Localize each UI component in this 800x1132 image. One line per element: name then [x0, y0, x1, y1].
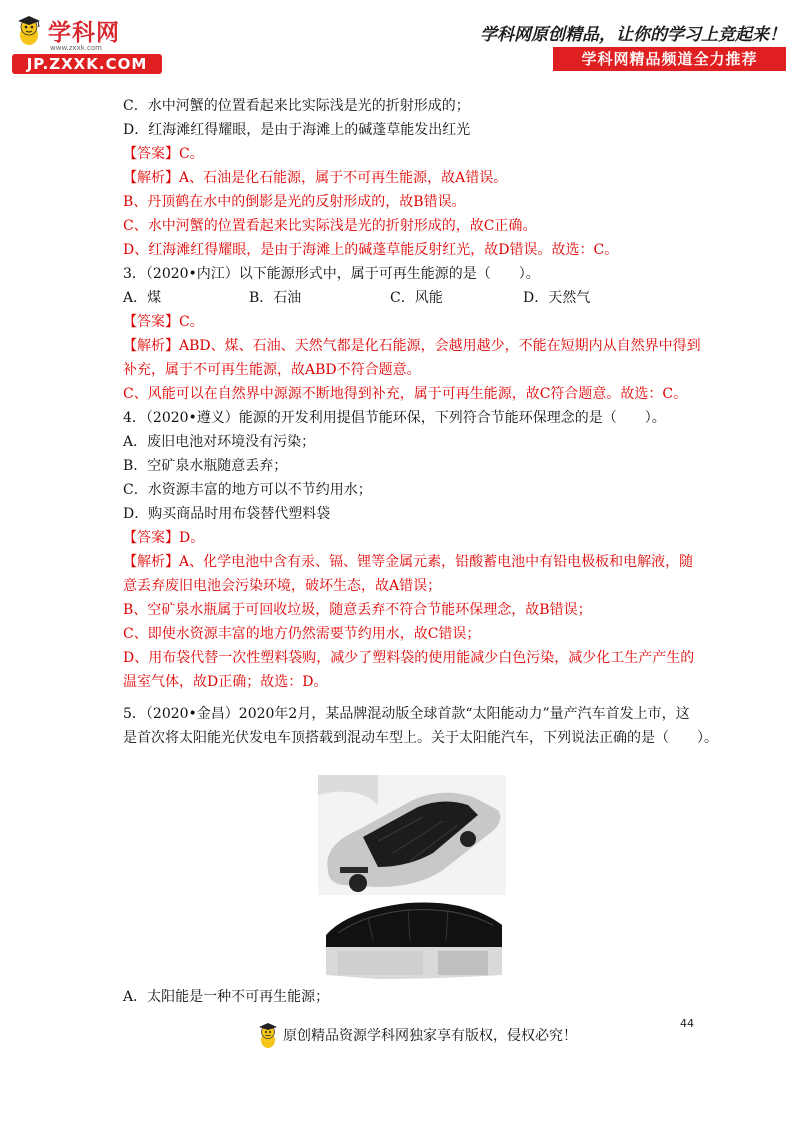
text-line: D．红海滩红得耀眼，是由于海滩上的碱蓬草能发出红光 — [123, 122, 471, 138]
page-footer — [257, 1020, 577, 1050]
analysis-line: C、即使水资源丰富的地方仍然需要节约用水，故C错误； — [123, 626, 481, 642]
page-number: 44 — [680, 1017, 694, 1030]
logo-url: JP.ZXXK.COM — [12, 54, 162, 74]
solar-car-image — [318, 775, 506, 980]
channel-banner: 学科网精品频道全力推荐 — [553, 47, 786, 71]
header-slogan: 学科网原创精品，让你的学习上竞起来！ — [480, 25, 786, 45]
question-4-stem: 4．（2020•遵义）能源的开发利用提倡节能环保，下列符合节能环保理念的是（ ）。 — [123, 410, 666, 426]
question-5-stem: 5．（2020•金昌）2020年2月，某品牌混动版全球首款“太阳能动力”量产汽车首发上市，这 — [123, 706, 690, 722]
logo-title: 学科网 — [48, 19, 120, 46]
analysis-line: C、风能可以在自然界中源源不断地得到补充，属于可再生能源，故C符合题意。故选：C。 — [123, 386, 688, 402]
answer-line: 【答案】D。 — [123, 530, 205, 546]
logo-subtitle: www.zxxk.com — [50, 44, 102, 52]
option-d: D．购买商品时用布袋替代塑料袋 — [123, 506, 331, 522]
analysis-line: B、丹顶鹤在水中的倒影是光的反射形成的，故B错误。 — [123, 194, 466, 210]
option-a: A．废旧电池对环境没有污染； — [123, 434, 316, 450]
zxxk-logo[interactable] — [12, 12, 162, 76]
page-header — [0, 0, 800, 78]
option-a: A．太阳能是一种不可再生能源； — [123, 989, 330, 1005]
analysis-line: 【解析】ABD、煤、石油、天然气都是化石能源，会越用越少，不能在短期内从自然界中得到 — [123, 338, 701, 354]
analysis-line: C、水中河蟹的位置看起来比实际浅是光的折射形成的，故C正确。 — [123, 218, 537, 234]
option-c: C．风能 — [390, 290, 443, 306]
answer-line: 【答案】C。 — [123, 146, 204, 162]
answer-line: 【答案】C。 — [123, 314, 204, 330]
analysis-line: 【解析】A、石油是化石能源，属于不可再生能源，故A错误。 — [123, 170, 508, 186]
option-c: C．水资源丰富的地方可以不节约用水； — [123, 482, 372, 498]
text-line: C．水中河蟹的位置看起来比实际浅是光的折射形成的； — [123, 98, 470, 114]
analysis-line: 温室气体，故D正确；故选：D。 — [123, 674, 328, 690]
option-b: B．空矿泉水瓶随意丢弃； — [123, 458, 288, 474]
analysis-line: D、用布袋代替一次性塑料袋购，减少了塑料袋的使用能减少白色污染，减少化工生产产生的 — [123, 650, 695, 666]
mascot-icon — [14, 13, 44, 47]
option-d: D．天然气 — [523, 290, 591, 306]
analysis-line: D、红海滩红得耀眼，是由于海滩上的碱蓬草能反射红光，故D错误。故选：C。 — [123, 242, 619, 258]
option-b: B．石油 — [249, 290, 302, 306]
mascot-icon — [257, 1021, 279, 1049]
analysis-line: 意丢弃废旧电池会污染环境，破坏生态，故A错误； — [123, 578, 442, 594]
copyright-notice: 原创精品资源学科网独家享有版权，侵权必究！ — [283, 1028, 577, 1044]
question-5-stem: 是首次将太阳能光伏发电车顶搭载到混动车型上。关于太阳能汽车，下列说法正确的是（ ）。 — [123, 730, 718, 746]
analysis-line: 【解析】A、化学电池中含有汞、镉、锂等金属元素，铅酸蓄电池中有铅电极板和电解液，随 — [123, 554, 694, 570]
analysis-line: B、空矿泉水瓶属于可回收垃圾，随意丢弃不符合节能环保理念，故B错误； — [123, 602, 592, 618]
analysis-line: 补充，属于不可再生能源，故ABD不符合题意。 — [123, 362, 421, 378]
question-3-stem: 3．（2020•内江）以下能源形式中，属于可再生能源的是（ ）。 — [123, 266, 540, 282]
option-a: A．煤 — [123, 290, 162, 306]
